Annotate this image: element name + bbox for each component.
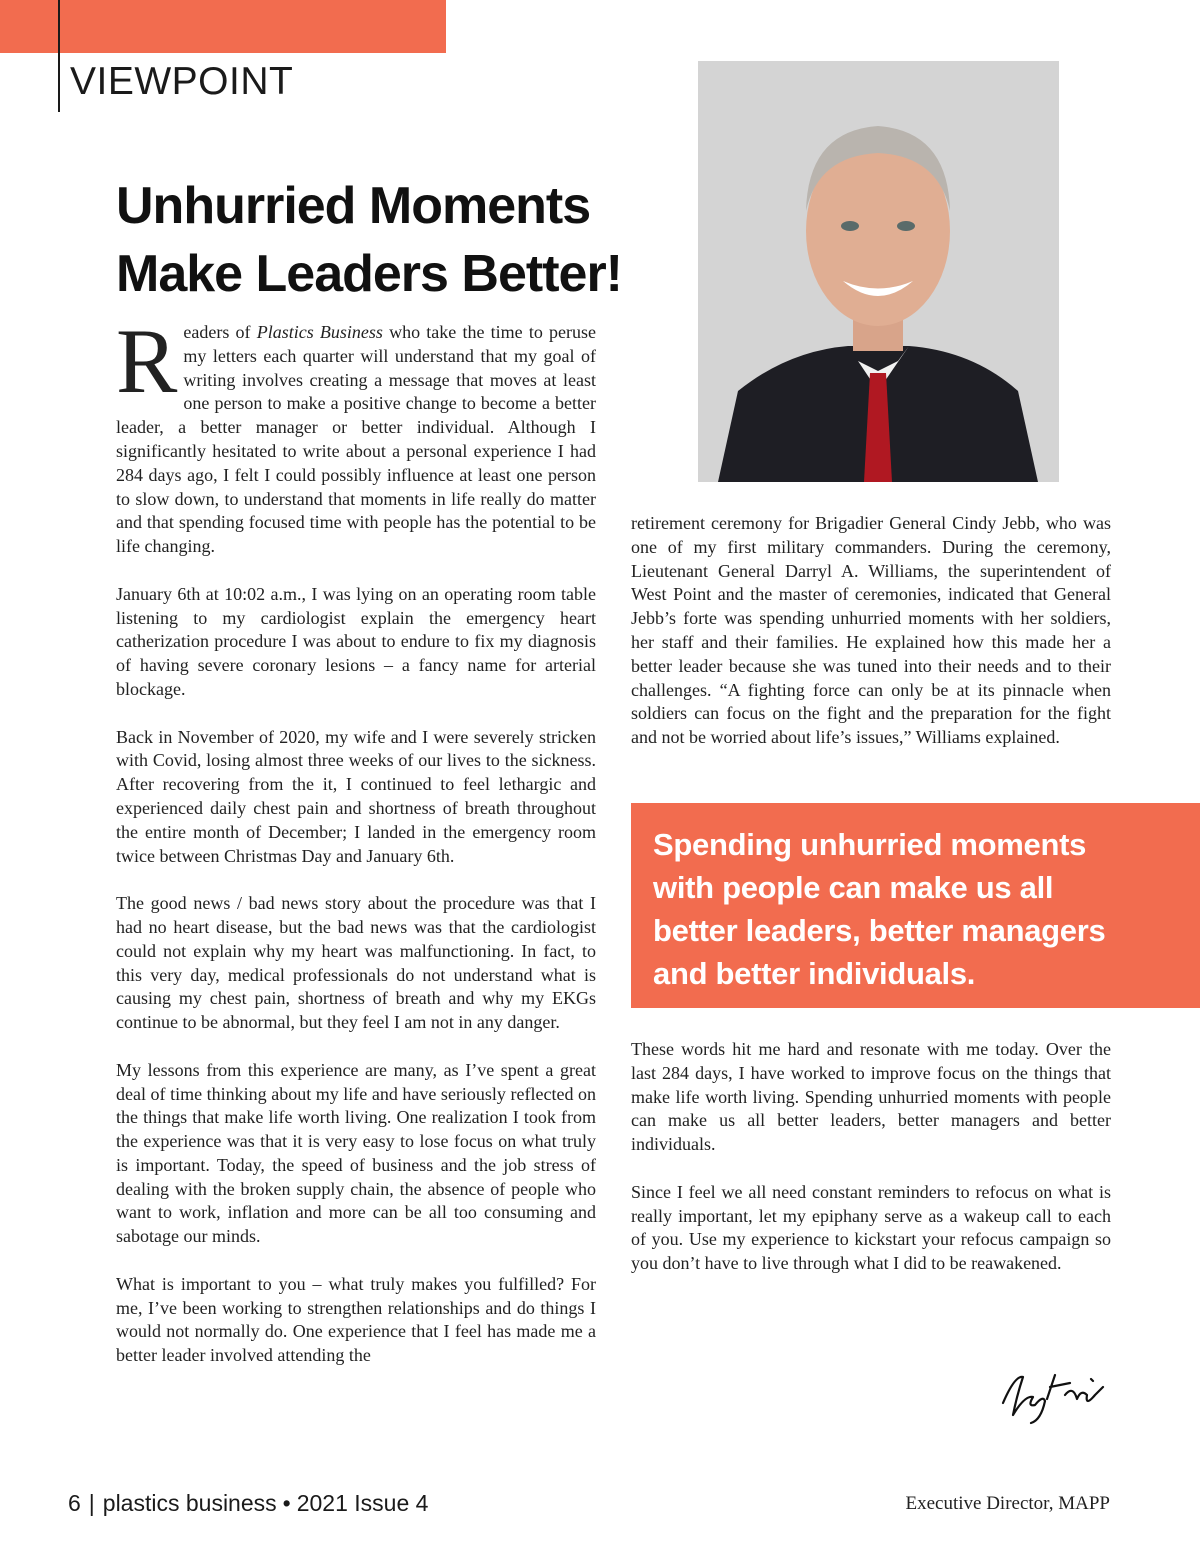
paragraph-2: January 6th at 10:02 a.m., I was lying on an operating room table listening to my cardiologist explain the emergency heart catherization procedure I was about to endure to fix my diagnosis of having severe coronary lesions – a fancy name for arterial blockage. [116, 583, 596, 699]
publication-name: plastics business [102, 1490, 277, 1516]
paragraph-1-text-cont: who take the time to peruse my letters each quarter will understand that my goal of writing involves creating a message that moves at least one person to make a positive change to become a better leader, a better manager or better individual. Although I significantly hesitated to write about a personal experience I had 284 days ago, I felt I could possibly influence at least one person to slow down, to understand that moments in life really do matter and that spending focused time with people has the potential to be life changing. [116, 322, 596, 557]
paragraph-5: My lessons from this experience are many, as I’ve spent a great deal of time thinking about my life and have seriously reflected on the things that make life worth living. One realization I took from the experience was that it is very easy to lose focus on what truly is important. Today, the speed of business and the job stress of dealing with the broken supply chain, the absence of people who want to work, inflation and more can be all too consuming and sabotage our minds. [116, 1059, 596, 1247]
paragraph-4: The good news / bad news story about the procedure was that I had no heart disease, but the bad news was that the cardiologist could not explain why my heart was malfunctioning. In fact, to this very day, medical professionals do not understand what is causing my chest pain, shortness of breath and why my EKGs continue to be abnormal, but they feel I am not in any danger. [116, 893, 596, 1033]
issue-label: 2021 Issue 4 [296, 1490, 429, 1516]
right-column-top [631, 512, 1111, 774]
signature-title: Executive Director, MAPP [905, 1493, 1110, 1514]
section-label: VIEWPOINT [70, 60, 294, 103]
footer-separator: | [88, 1490, 95, 1516]
right-column-bottom [631, 1038, 1111, 1300]
paragraph-3: Back in November of 2020, my wife and I were severely stricken with Covid, losing almost three weeks of our lives to the sickness. After recovering from the it, I continued to feel lethargic and experienced daily chest pain and shortness of breath throughout the entire month of December; I landed in the emergency room twice between Christmas Day and January 6th. [116, 726, 596, 866]
pull-quote: Spending unhurried moments with people can make us all better leaders, better managers and better individuals. [653, 827, 1106, 991]
page-footer [68, 1490, 428, 1517]
paragraph-7: retirement ceremony for Brigadier General Cindy Jebb, who was one of my first military commanders. During the ceremony, Lieutenant General Darryl A. Williams, the superintendent of West Point and the master of ceremonies, indicated that General Jebb’s forte was spending unhurried moments with her soldiers, her staff and their families. He explained how this made her a better leader because she was tuned into their needs and to their challenges. “A fighting force can only be at its pinnacle when soldiers can focus on the fight and the preparation for the fight and not be worried about life’s issues,” Williams explained. [631, 513, 1111, 748]
portrait-illustration [698, 61, 1059, 482]
signature-image [995, 1365, 1110, 1425]
article-title [116, 172, 636, 308]
title-line-2: Make Leaders Better! [116, 245, 622, 303]
author-photo [698, 61, 1059, 482]
paragraph-9: Since I feel we all need constant reminders to refocus on what is really important, let my epiphany serve as a wakeup call to each of you. Use my experience to kickstart your refocus campaign so you don’t have to live through what I did to be reawakened. [631, 1181, 1111, 1274]
paragraph-1 [116, 310, 596, 559]
drop-cap: R [116, 310, 178, 412]
paragraph-6: What is important to you – what truly makes you fulfilled? For me, I’ve been working to strengthen relationships and do things I would not normally do. One experience that I feel has made me a better leader involved attending the [116, 1273, 596, 1366]
footer-bullet: • [282, 1490, 291, 1516]
magazine-name: Plastics Business [256, 322, 383, 342]
pull-quote-box [631, 803, 1200, 1008]
accent-bar [0, 0, 446, 53]
paragraph-1-text: eaders of [183, 322, 257, 342]
paragraph-8: These words hit me hard and resonate with me today. Over the last 284 days, I have worked to improve focus on the things that make life worth living. Spending unhurried moments with people can make us all better leaders, better managers and better individuals. [631, 1039, 1111, 1155]
title-line-1: Unhurried Moments [116, 177, 591, 235]
section-rule [58, 0, 60, 112]
page-number: 6 [68, 1490, 81, 1516]
left-column [116, 310, 596, 1392]
